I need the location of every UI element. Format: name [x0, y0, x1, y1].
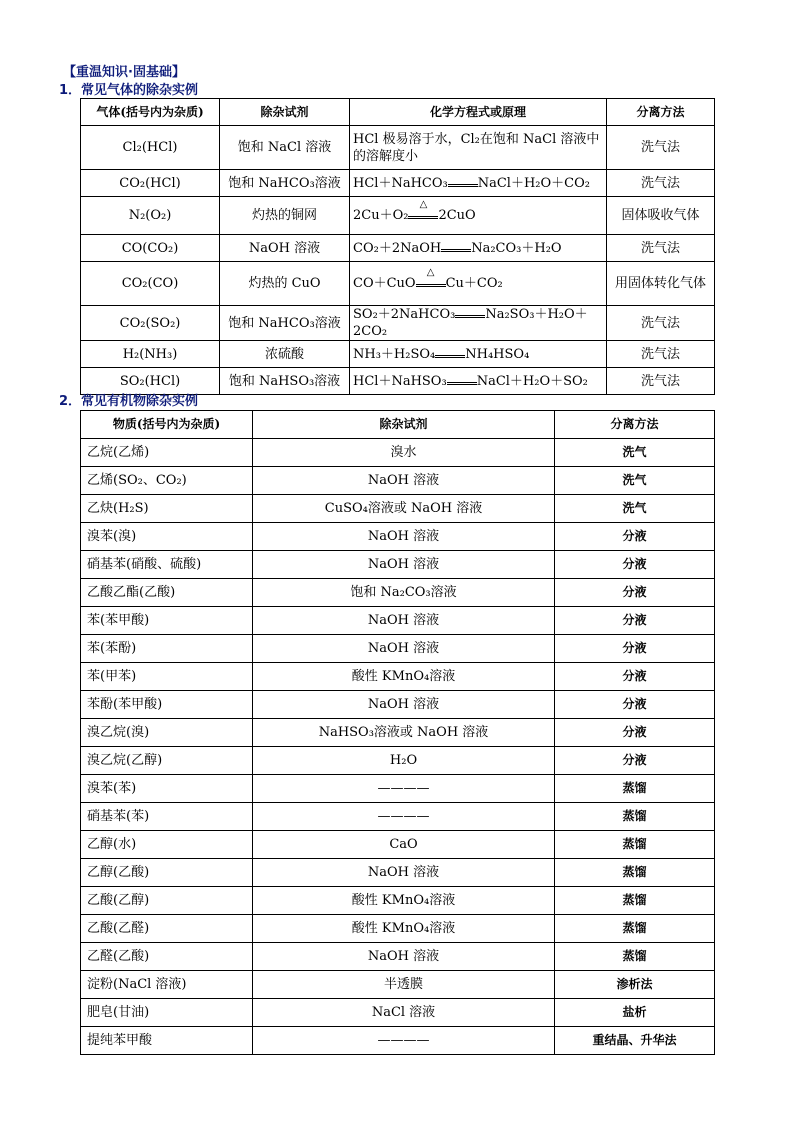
substance-cell: 乙酸(乙醛)	[81, 915, 253, 943]
heat-symbol: △	[419, 199, 428, 210]
equation-cell	[350, 368, 607, 395]
equals-line	[448, 184, 478, 187]
equation-left: NH₃＋H₂SO₄	[353, 346, 436, 362]
equals-sign	[416, 284, 446, 287]
substance-cell: 乙醇(乙酸)	[81, 859, 253, 887]
table-row	[81, 663, 715, 691]
equation-cell	[350, 126, 607, 170]
table-row	[81, 999, 715, 1027]
equals-line	[455, 315, 485, 318]
equals-line	[447, 382, 477, 385]
equation-right: 2CuO	[438, 208, 476, 223]
reagent-cell: 灼热的铜网	[220, 197, 350, 235]
substance-cell: 乙炔(H₂S)	[81, 495, 253, 523]
method-cell: 蒸馏	[555, 887, 715, 915]
heat-arrow	[416, 267, 446, 287]
reagent-cell: NaOH 溶液	[253, 691, 555, 719]
table-row	[81, 551, 715, 579]
table-row	[81, 341, 715, 368]
reagent-cell: CaO	[253, 831, 555, 859]
table-row	[81, 197, 715, 235]
method-cell: 蒸馏	[555, 915, 715, 943]
reagent-cell: 饱和 NaCl 溶液	[220, 126, 350, 170]
reagent-cell: NaOH 溶液	[253, 859, 555, 887]
equation-right: NH₄HSO₄	[465, 346, 530, 362]
reagent-cell: NaOH 溶液	[253, 635, 555, 663]
substance-cell: 淀粉(NaCl 溶液)	[81, 971, 253, 999]
reagent-cell: 饱和 NaHSO₃溶液	[220, 368, 350, 395]
method-cell: 盐析	[555, 999, 715, 1027]
reagent-cell: NaOH 溶液	[253, 467, 555, 495]
table-row	[81, 803, 715, 831]
table-row	[81, 831, 715, 859]
reagent-col-header: 除杂试剂	[220, 99, 350, 126]
substance-cell: 溴乙烷(乙醇)	[81, 747, 253, 775]
equation-left: HCl＋NaHCO₃	[353, 175, 448, 191]
substance-cell: 苯(甲苯)	[81, 663, 253, 691]
reagent-cell: 浓硫酸	[220, 341, 350, 368]
review-label: 【重温知识·固基础】	[63, 65, 185, 80]
table-row	[81, 943, 715, 971]
table-row	[81, 747, 715, 775]
substance-cell: 苯(苯酚)	[81, 635, 253, 663]
gas-col-header: 气体(括号内为杂质)	[81, 99, 220, 126]
reagent-col-header: 除杂试剂	[253, 411, 555, 439]
reagent-cell: H₂O	[253, 747, 555, 775]
table-row	[81, 887, 715, 915]
equation-left: CO＋CuO	[353, 276, 416, 291]
gas-cell: Cl₂(HCl)	[81, 126, 220, 170]
gas-cell: H₂(NH₃)	[81, 341, 220, 368]
method-cell: 蒸馏	[555, 803, 715, 831]
reagent-cell: ————	[253, 803, 555, 831]
equation-cell	[350, 262, 607, 306]
equation-left: HCl 极易溶于水，Cl₂在饱和 NaCl 溶液中的溶解度小	[353, 131, 600, 164]
equation-right: NaCl＋H₂O＋SO₂	[476, 373, 588, 389]
equation-right: Cu＋CO₂	[445, 276, 503, 291]
equation-left: 2Cu＋O₂	[353, 208, 409, 223]
method-col-header: 分离方法	[607, 99, 715, 126]
reagent-cell: NaCl 溶液	[253, 999, 555, 1027]
gas-cell: SO₂(HCl)	[81, 368, 220, 395]
method-cell: 渗析法	[555, 971, 715, 999]
method-cell: 蒸馏	[555, 943, 715, 971]
substance-cell: 乙烯(SO₂、CO₂)	[81, 467, 253, 495]
equation-right: Na₂CO₃＋H₂O	[471, 240, 562, 256]
method-cell: 固体吸收气体	[607, 197, 715, 235]
reagent-cell: 灼热的 CuO	[220, 262, 350, 306]
substance-cell: 乙醇(水)	[81, 831, 253, 859]
method-cell: 分液	[555, 579, 715, 607]
table-row	[81, 775, 715, 803]
substance-cell: 溴苯(苯)	[81, 775, 253, 803]
equation-left: CO₂＋2NaOH	[353, 240, 442, 256]
equation-cell	[350, 170, 607, 197]
method-cell: 分液	[555, 747, 715, 775]
equation-right: Na₂SO₃＋H₂O＋2CO₂	[353, 307, 588, 339]
reagent-cell: ————	[253, 1027, 555, 1055]
reagent-cell: NaOH 溶液	[253, 943, 555, 971]
reagent-cell: NaHSO₃溶液或 NaOH 溶液	[253, 719, 555, 747]
organic-table-body	[81, 439, 715, 1055]
heat-symbol: △	[426, 267, 435, 278]
table-row	[81, 439, 715, 467]
equation-cell	[350, 306, 607, 341]
method-cell: 洗气法	[607, 341, 715, 368]
method-cell: 重结晶、升华法	[555, 1027, 715, 1055]
table-row	[81, 691, 715, 719]
table-row	[81, 579, 715, 607]
method-cell: 分液	[555, 635, 715, 663]
equals-line	[441, 249, 471, 252]
method-cell: 洗气法	[607, 126, 715, 170]
equals-sign	[455, 308, 485, 318]
gas-cell: CO₂(SO₂)	[81, 306, 220, 341]
section2-title: 2．常见有机物除杂实例	[59, 394, 199, 409]
method-cell: 洗气法	[607, 368, 715, 395]
substance-cell: 溴乙烷(溴)	[81, 719, 253, 747]
table-row	[81, 971, 715, 999]
equation-left: SO₂＋2NaHCO₃	[353, 307, 456, 322]
equation-left: HCl＋NaHSO₃	[353, 373, 447, 389]
gas-cell: CO(CO₂)	[81, 235, 220, 262]
substance-cell: 乙酸乙酯(乙酸)	[81, 579, 253, 607]
equals-sign	[408, 216, 438, 219]
substance-cell: 乙烷(乙烯)	[81, 439, 253, 467]
substance-cell: 提纯苯甲酸	[81, 1027, 253, 1055]
method-cell: 分液	[555, 719, 715, 747]
reagent-cell: NaOH 溶液	[253, 523, 555, 551]
method-cell: 蒸馏	[555, 775, 715, 803]
section1-title: 1．常见气体的除杂实例	[59, 83, 199, 98]
substance-cell: 乙醛(乙酸)	[81, 943, 253, 971]
equals-sign	[435, 348, 465, 358]
gas-table-body	[81, 126, 715, 395]
table-row	[81, 607, 715, 635]
reagent-cell: 半透膜	[253, 971, 555, 999]
reagent-cell: 酸性 KMnO₄溶液	[253, 887, 555, 915]
equals-line	[435, 355, 465, 358]
equation-right: NaCl＋H₂O＋CO₂	[477, 175, 590, 191]
reagent-cell: 酸性 KMnO₄溶液	[253, 915, 555, 943]
equation-cell	[350, 197, 607, 235]
gas-impurity-table	[80, 98, 715, 395]
substance-cell: 苯(苯甲酸)	[81, 607, 253, 635]
gas-cell: CO₂(CO)	[81, 262, 220, 306]
table-row	[81, 467, 715, 495]
method-cell: 蒸馏	[555, 831, 715, 859]
heat-arrow	[408, 199, 438, 219]
substance-cell: 硝基苯(苯)	[81, 803, 253, 831]
reagent-cell: 饱和 NaHCO₃溶液	[220, 306, 350, 341]
reagent-cell: CuSO₄溶液或 NaOH 溶液	[253, 495, 555, 523]
equation-col-header: 化学方程式或原理	[350, 99, 607, 126]
method-col-header: 分离方法	[555, 411, 715, 439]
table-row	[81, 1027, 715, 1055]
method-cell: 洗气法	[607, 235, 715, 262]
reagent-cell: 饱和 Na₂CO₃溶液	[253, 579, 555, 607]
table-row	[81, 495, 715, 523]
method-cell: 用固体转化气体	[607, 262, 715, 306]
method-cell: 分液	[555, 691, 715, 719]
table-row	[81, 859, 715, 887]
equals-sign	[441, 242, 471, 252]
equals-sign	[447, 375, 477, 385]
table-row	[81, 235, 715, 262]
method-cell: 洗气法	[607, 170, 715, 197]
table-row	[81, 719, 715, 747]
substance-cell: 硝基苯(硝酸、硫酸)	[81, 551, 253, 579]
organic-table-header-row	[81, 411, 715, 439]
table-row	[81, 635, 715, 663]
method-cell: 分液	[555, 551, 715, 579]
gas-cell: CO₂(HCl)	[81, 170, 220, 197]
equals-sign	[448, 177, 478, 187]
reagent-cell: NaOH 溶液	[253, 607, 555, 635]
reagent-cell: 溴水	[253, 439, 555, 467]
substance-cell: 肥皂(甘油)	[81, 999, 253, 1027]
reagent-cell: NaOH 溶液	[253, 551, 555, 579]
method-cell: 分液	[555, 523, 715, 551]
gas-cell: N₂(O₂)	[81, 197, 220, 235]
reagent-cell: 酸性 KMnO₄溶液	[253, 663, 555, 691]
method-cell: 洗气	[555, 467, 715, 495]
table-row	[81, 170, 715, 197]
table-row	[81, 523, 715, 551]
table-row	[81, 262, 715, 306]
substance-cell: 苯酚(苯甲酸)	[81, 691, 253, 719]
reagent-cell: 饱和 NaHCO₃溶液	[220, 170, 350, 197]
substance-col-header: 物质(括号内为杂质)	[81, 411, 253, 439]
method-cell: 洗气法	[607, 306, 715, 341]
gas-table-header-row	[81, 99, 715, 126]
method-cell: 分液	[555, 663, 715, 691]
method-cell: 分液	[555, 607, 715, 635]
method-cell: 蒸馏	[555, 859, 715, 887]
substance-cell: 乙酸(乙醇)	[81, 887, 253, 915]
reagent-cell: ————	[253, 775, 555, 803]
table-row	[81, 915, 715, 943]
table-row	[81, 126, 715, 170]
table-row	[81, 306, 715, 341]
organic-impurity-table	[80, 410, 715, 1055]
reagent-cell: NaOH 溶液	[220, 235, 350, 262]
method-cell: 洗气	[555, 439, 715, 467]
substance-cell: 溴苯(溴)	[81, 523, 253, 551]
method-cell: 洗气	[555, 495, 715, 523]
equation-cell	[350, 235, 607, 262]
equation-cell	[350, 341, 607, 368]
